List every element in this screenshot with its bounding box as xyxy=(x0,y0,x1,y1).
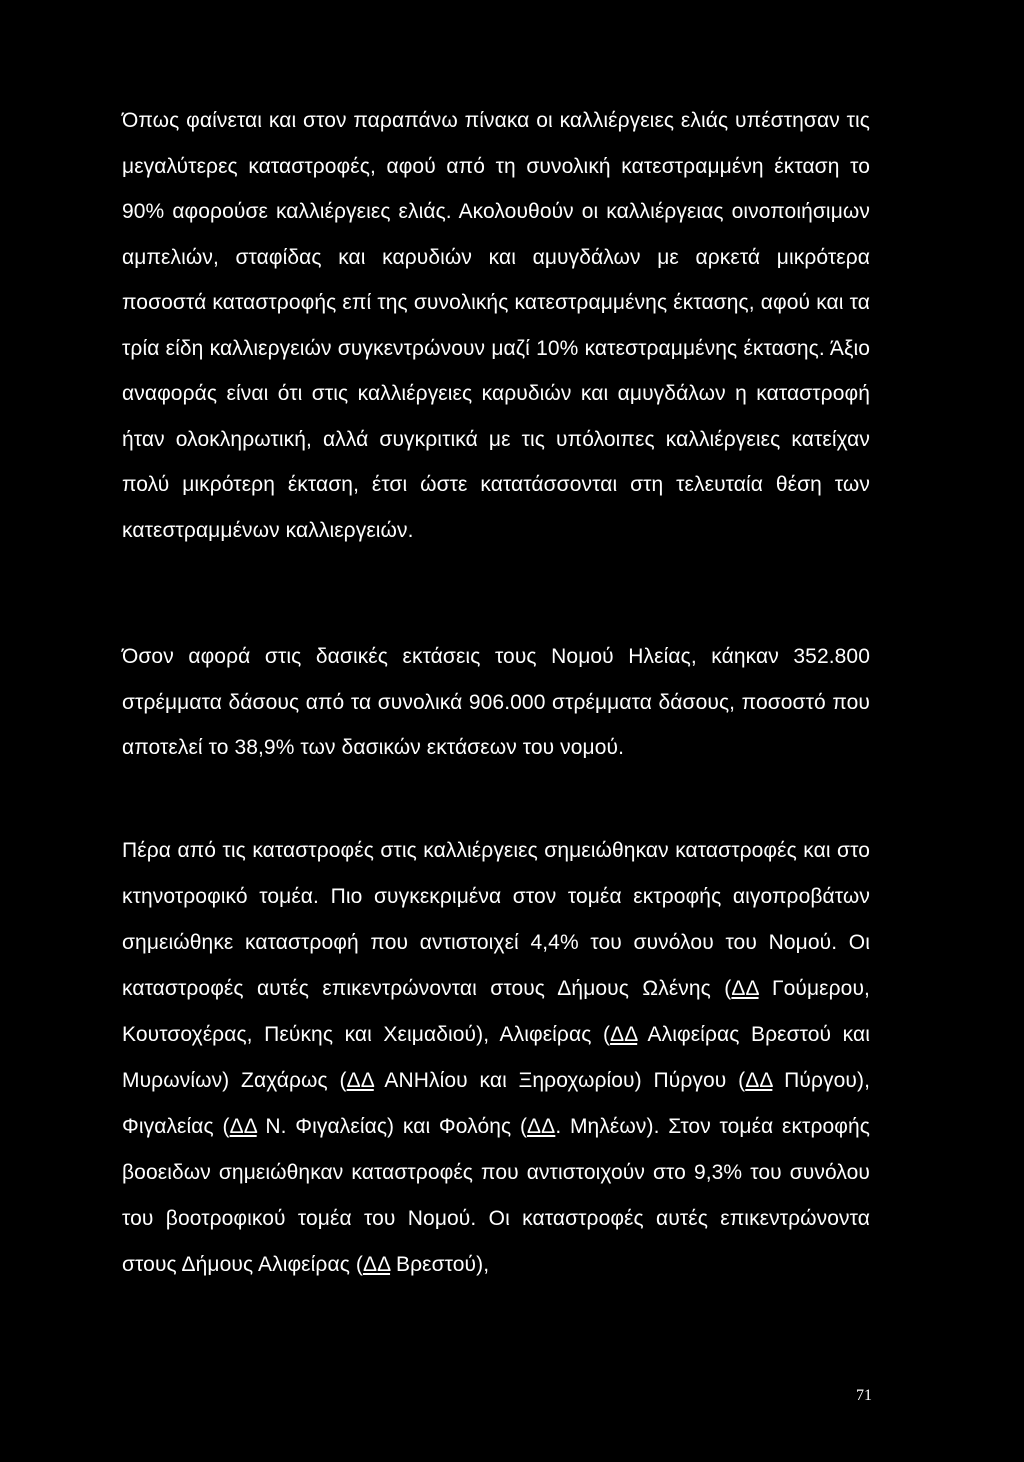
paragraph-text: ΑΝΗλίου και Ξηροχωρίου) Πύργου ( xyxy=(373,1069,746,1092)
underlined-abbreviation: ΔΔ xyxy=(745,1069,773,1092)
paragraph-livestock xyxy=(122,828,870,1288)
paragraph-text: Πέρα από τις καταστροφές στις καλλιέργειες σημειώθηκαν καταστροφές και στο κτηνοτροφικό τομέα. Πιο συγκεκριμένα στον τομέα εκτροφής αιγοπροβάτων σημειώθηκε καταστροφή που αντιστοιχεί 4,4% του συνόλου του Νομού. Οι καταστροφές αυτές επικεντρώνονται στους Δήμους Ωλένης ( xyxy=(122,839,870,1000)
underlined-abbreviation: ΔΔ xyxy=(362,1253,391,1276)
paragraph-text: Γούμερου, Κουτσοχέρας, Πεύκης και Χειμαδιού), Αλιφείρας ( xyxy=(122,977,870,1046)
paragraph-text: . Μηλέων). Στον τομέα εκτροφής βοοειδων σημειώθηκαν καταστροφές που αντιστοιχούν στο 9,3% του συνόλου του βοοτροφικού τομέα του Νομού. Οι καταστροφές αυτές επικεντρώνοντα στους Δήμους Αλιφείρας ( xyxy=(122,1115,870,1276)
paragraph-text: Αλιφείρας Βρεστού και Μυρωνίων) Ζαχάρως ( xyxy=(122,1023,870,1092)
paragraph-forest-areas: Όσον αφορά στις δασικές εκτάσεις τους Νομού Ηλείας, κάηκαν 352.800 στρέμματα δάσους από τα συνολικά 906.000 στρέμματα δάσους, ποσοστό που αποτελεί το 38,9% των δασικών εκτάσεων του νομού. xyxy=(122,645,870,759)
underlined-abbreviation: ΔΔ xyxy=(229,1115,257,1138)
paragraph-text: Βρεστού), xyxy=(390,1253,490,1276)
underlined-abbreviation: ΔΔ xyxy=(346,1069,374,1092)
paragraph-olive-crops: Όπως φαίνεται και στον παραπάνω πίνακα οι καλλιέργειες ελιάς υπέστησαν τις μεγαλύτερες καταστροφές, αφού από τη συνολική κατεστραμμένη έκταση το 90% αφορούσε καλλιέργειες ελιάς. Ακολουθούν οι καλλιέργειας οινοποιήσιμων αμπελιών, σταφίδας και καρυδιών και αμυγδάλων με αρκετά μικρότερα ποσοστά καταστροφής επί της συνολικής κατεστραμμένης έκτασης, αφού και τα τρία είδη καλλιεργειών συγκεντρώνουν μαζί 10% κατεστραμμένης έκτασης. Άξιο αναφοράς είναι ότι στις καλλιέργειες καρυδιών και αμυγδάλων η καταστροφή ήταν ολοκληρωτική, αλλά συγκριτικά με τις υπόλοιπες καλλιέργειες κατείχαν πολύ μικρότερη έκταση, έτσι ώστε κατατάσσονται στη τελευταία θέση των κατεστραμμένων καλλιεργειών. xyxy=(122,109,870,542)
underlined-abbreviation: ΔΔ xyxy=(731,977,759,1000)
underlined-abbreviation: ΔΔ xyxy=(610,1023,638,1046)
page-number: 71 xyxy=(856,1387,872,1404)
paragraph-text: Πύργου), Φιγαλείας ( xyxy=(122,1069,871,1138)
paragraph-text: Ν. Φιγαλείας) και Φολόης ( xyxy=(256,1115,528,1138)
underlined-abbreviation: ΔΔ xyxy=(527,1115,556,1138)
